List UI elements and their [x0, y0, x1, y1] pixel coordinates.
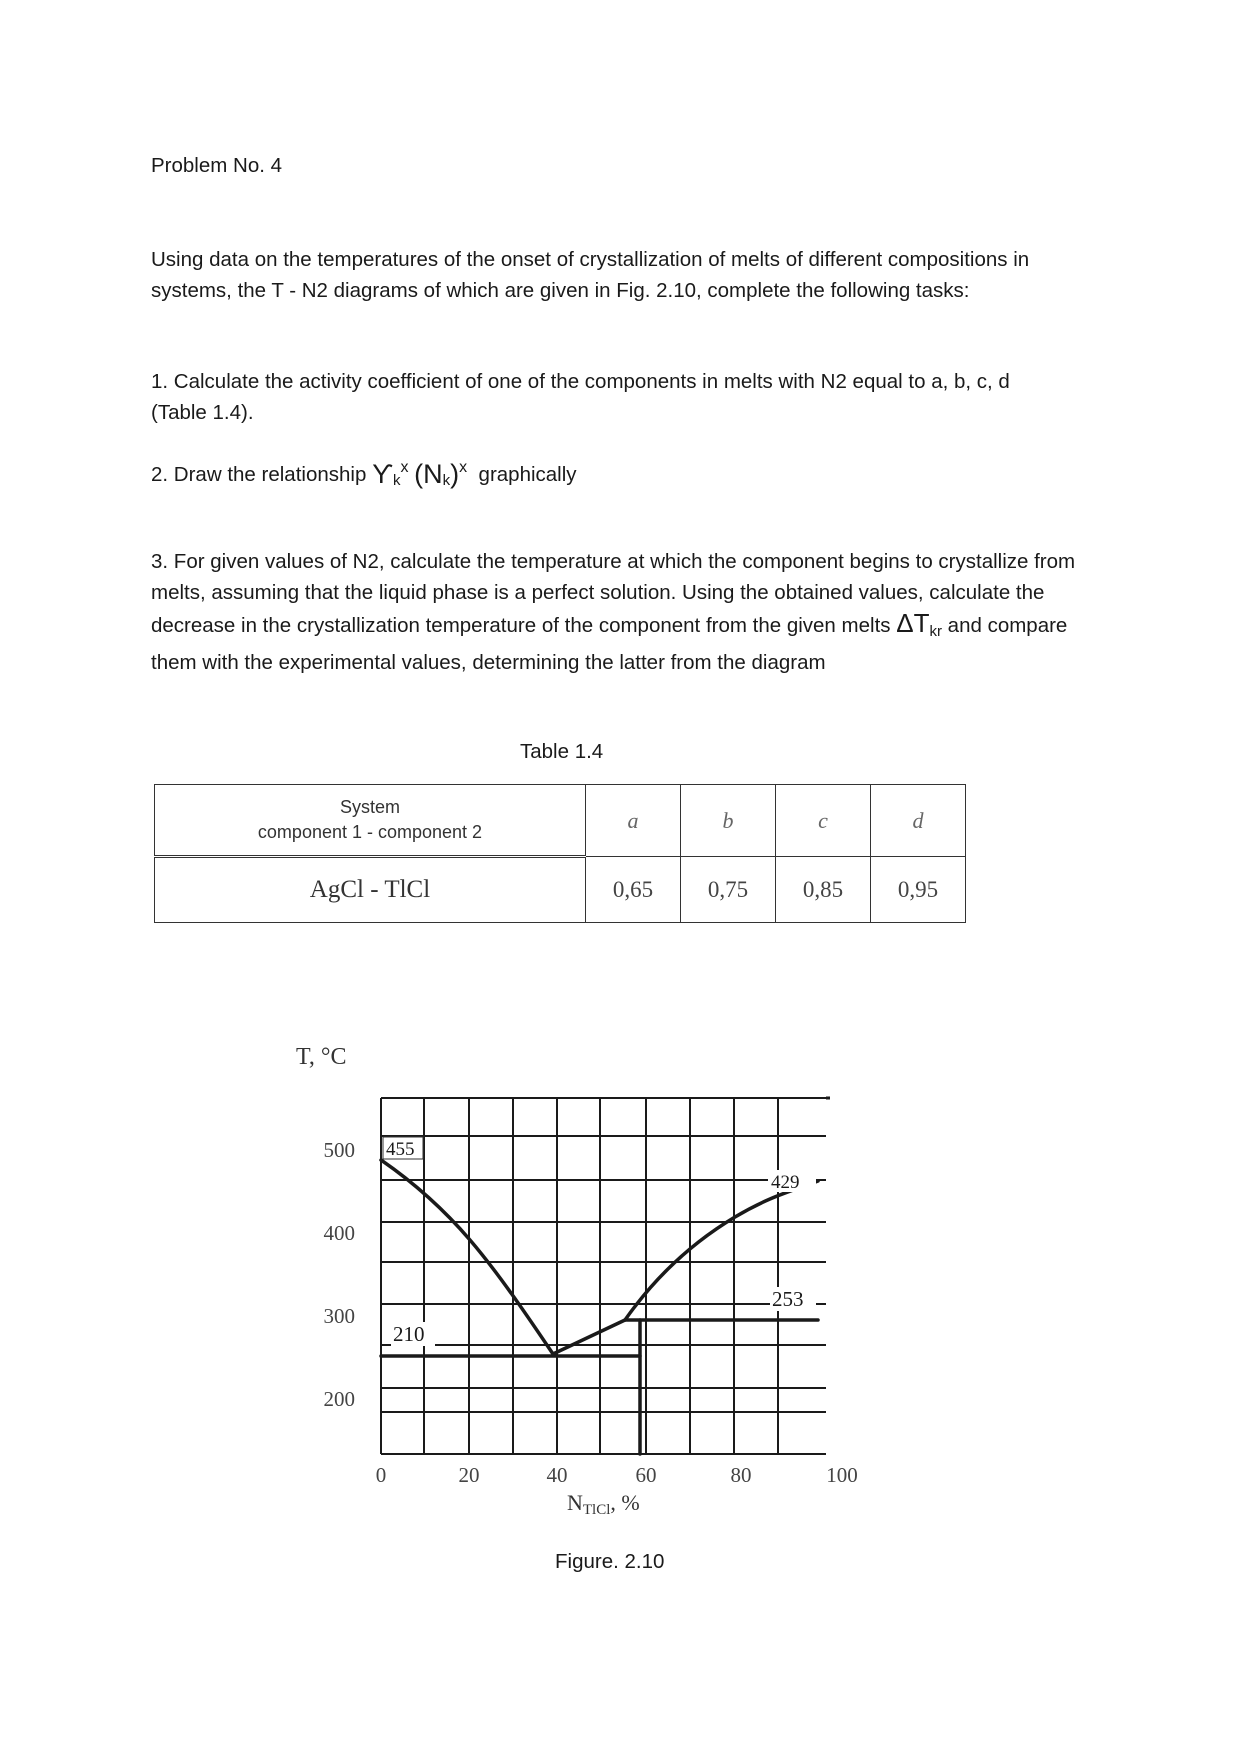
table-caption: Table 1.4	[520, 740, 604, 763]
task-2-gamma: ϒ	[372, 459, 393, 489]
task-3-text: 3. For given values of N2, calculate the temperature at which the component begins to crystallize from melts, assuming that the liquid phase is a perfect solution. Using the obtained values, calculate the decrease in the crystallization temperature of the component from the given melts	[151, 550, 1076, 637]
header-system-line2: component 1 - component 2	[257, 822, 483, 842]
y-tick-500: 500	[323, 1138, 355, 1162]
figure-caption: Figure. 2.10	[555, 1550, 665, 1573]
task-3-sub: kr	[929, 623, 942, 640]
task-2-close: )	[450, 459, 460, 489]
task-2	[151, 452, 1111, 496]
x-axis-label-main: N	[567, 1490, 583, 1515]
row-value-a: 0,65	[586, 857, 681, 923]
row-system-cell: AgCl - TlCl	[155, 857, 586, 923]
annotation-210: 210	[393, 1322, 425, 1346]
y-axis-label: T, °C	[296, 1044, 347, 1070]
task-2-k2: k	[442, 472, 451, 489]
liquidus-eutectic-to-peritectic	[553, 1320, 625, 1354]
row-value-c: 0,85	[776, 857, 871, 923]
task-2-x2: x	[459, 459, 468, 476]
x-tick-0: 0	[375, 1463, 387, 1487]
grid	[381, 1098, 826, 1454]
header-system-cell	[155, 785, 586, 857]
x-tick-80: 80	[730, 1463, 752, 1487]
header-col-c: c	[776, 785, 871, 857]
header-col-a: a	[586, 785, 681, 857]
task-1: 1. Calculate the activity coefficient of one of the components in melts with N2 equal to a, b, c, d (Table 1.4).	[151, 370, 1010, 424]
x-tick-100: 100	[826, 1463, 858, 1487]
annotation-429: 429	[771, 1172, 800, 1193]
task-3	[151, 546, 1111, 678]
annotation-455: 455	[386, 1139, 415, 1160]
task-2-k1: k	[392, 472, 401, 489]
annotation-253: 253	[772, 1287, 804, 1311]
x-axis-label	[567, 1490, 640, 1518]
table-header-row	[155, 785, 966, 857]
x-axis-label-unit: , %	[610, 1490, 640, 1515]
y-tick-200: 200	[323, 1387, 355, 1411]
problem-title: Problem No. 4	[151, 154, 283, 177]
task-2-n: (N	[414, 459, 443, 489]
x-axis-label-sub: TlCl	[582, 1502, 611, 1518]
header-col-d: d	[871, 785, 966, 857]
header-col-b: b	[681, 785, 776, 857]
x-tick-40: 40	[546, 1463, 568, 1487]
x-tick-60: 60	[635, 1463, 657, 1487]
y-tick-300: 300	[323, 1304, 355, 1328]
task-2-prefix: 2. Draw the relationship	[151, 463, 367, 486]
y-tick-400: 400	[323, 1221, 355, 1245]
table-row	[155, 857, 966, 923]
task-2-suffix: graphically	[478, 463, 577, 486]
task-3-tail: and compare them with the experimental values, determining the latter from the diagram	[151, 614, 1068, 674]
task-3-delta: ΔT	[896, 608, 930, 638]
data-table	[154, 784, 966, 923]
row-value-d: 0,95	[871, 857, 966, 923]
intro-paragraph: Using data on the temperatures of the onset of crystallization of melts of different compositions in systems, the T - N2 diagrams of which are given in Fig. 2.10, complete the following tasks:	[151, 248, 1030, 302]
task-2-x1: x	[400, 459, 409, 476]
row-value-b: 0,75	[681, 857, 776, 923]
x-tick-20: 20	[458, 1463, 480, 1487]
header-system-line1: System	[339, 797, 400, 817]
phase-diagram	[0, 1030, 1241, 1530]
